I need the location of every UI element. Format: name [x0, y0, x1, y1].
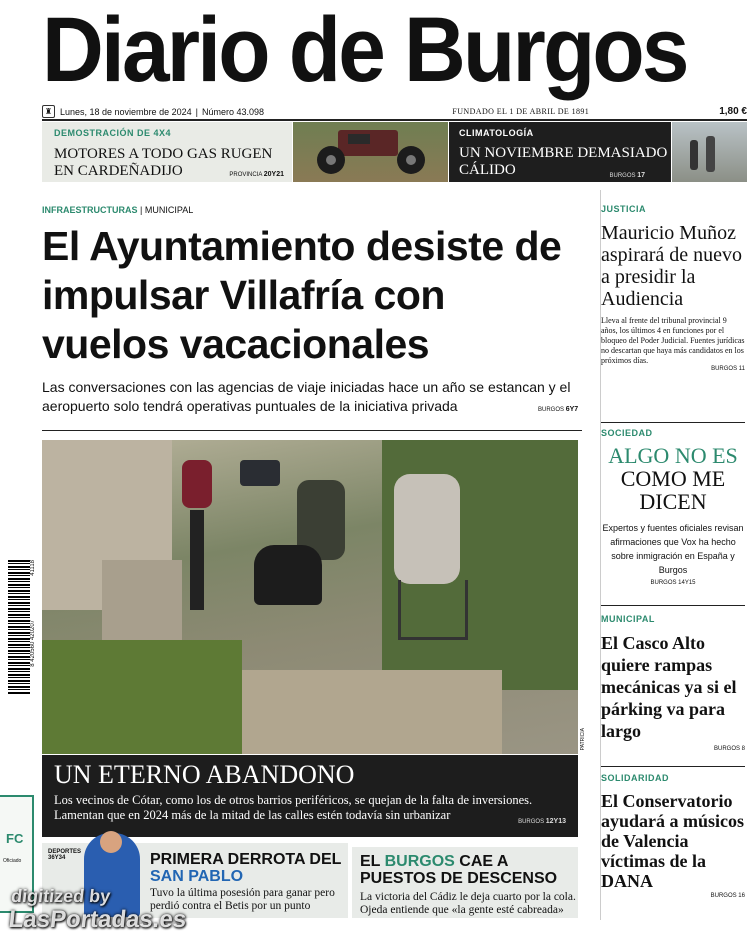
lead-section: INFRAESTRUCTURAS | MUNICIPAL	[42, 205, 194, 215]
barcode-code: 41118	[30, 560, 36, 576]
photo-story-text: Los vecinos de Cótar, como los de otros barrios periféricos, se quejan de la falta de inversiones. Lamentan que en 2024 más de la mitad de las calles estén todavía sin urbanizar	[54, 793, 533, 822]
photo-story-banner[interactable]	[42, 755, 578, 837]
photo-credit: PATRICIA	[580, 728, 586, 751]
price: 1,80 €	[719, 106, 747, 117]
lead-photo	[42, 440, 578, 754]
teaser-headline: MOTORES A TODO GAS RUGEN EN CARDEÑADIJO	[54, 146, 273, 179]
lead-deck: Las conversaciones con las agencias de viaje iniciadas hace un año se estancan y el aeropuerto solo tendrá operativas puntuales de la iniciativa privada	[42, 379, 571, 414]
teaser-weather[interactable]	[449, 122, 671, 182]
offroad-vehicle-icon	[293, 122, 448, 182]
city-crest-icon: ♜	[42, 105, 55, 118]
sidebar-municipal[interactable]: MUNICIPAL El Casco Alto quiere rampas mecánicas ya si el párking va para largo BURGOS 8	[601, 614, 745, 752]
teaser-ref: PROVINCIA 20Y21	[229, 171, 284, 178]
photo-story-ref: BURGOS 12Y13	[518, 818, 566, 825]
side-badge: FC Oficiado	[0, 795, 34, 913]
sidebar-sociedad[interactable]: SOCIEDAD ALGO NO ES COMO ME DICEN Expertos y fuentes oficiales revisan afirmaciones que Vox ha hecho sobre inmigración en España y Burgos BURGOS 14Y15	[601, 428, 744, 586]
sidebar-solidaridad[interactable]: SOLIDARIDAD El Conservatorio ayudará a músicos de Valencia víctimas de la DANA BURGOS 16	[601, 773, 745, 899]
sidebar-justicia[interactable]: JUSTICIA Mauricio Muñoz aspirará de nuevo a presidir la Audiencia Lleva al frente del tribunal provincial 9 años, los últimos 4 en funciones por el bloqueo del Poder Judicial. Fuentes jurídicas no descartan que haya más candidatos en los próximos días. BURGOS 11	[601, 204, 745, 372]
issue-number: Número 43.098	[201, 106, 264, 117]
sidebar-body: Lleva al frente del tribunal provincial 9 años, los últimos 4 en funciones por el bloqueo del Poder Judicial. Fuentes jurídicas no descartan que haya más candidatos en los próximos días.	[601, 316, 745, 365]
teaser-4x4[interactable]	[42, 122, 292, 182]
date: Lunes, 18 de noviembre de 2024	[60, 106, 192, 117]
bottom-burgos[interactable]	[352, 847, 578, 918]
bottom-text: La victoria del Cádiz le deja cuarto por la cola. Ojeda entiende que «la gente esté cabreada»	[360, 891, 576, 916]
sidebar-headline: El Casco Alto quiere rampas mecánicas ya si el párking va para largo	[601, 633, 737, 741]
teaser-weather-photo	[672, 122, 747, 182]
sidebar-body: Expertos y fuentes oficiales revisan afirmaciones que Vox ha hecho sobre inmigración en España y Burgos	[602, 523, 744, 575]
dateline: ♜ Lunes, 18 de noviembre de 2024 | Número 43.098 FUNDADO EL 1 DE ABRIL DE 1891 1,80 €	[42, 104, 747, 121]
bottom-text: Tuvo la última posesión para ganar pero perdió contra el Betis por un punto	[150, 887, 335, 912]
teaser-headline: UN NOVIEMBRE DEMASIADO CÁLIDO	[459, 145, 668, 178]
founded: FUNDADO EL 1 DE ABRIL DE 1891	[452, 107, 590, 116]
photo-story-title: UN ETERNO ABANDONO	[54, 760, 355, 789]
sidebar-headline: El Conservatorio ayudará a músicos de Valencia víctimas de la DANA	[601, 791, 745, 891]
masthead-title: Diario de Burgos	[42, 0, 687, 101]
teaser-4x4-photo	[293, 122, 448, 182]
bottom-sanpablo[interactable]: DEPORTES 36Y34 PRIMERA DERROTA DEL SAN PABLO Tuvo la última posesión para ganar pero perdió contra el Betis por un punto	[42, 843, 348, 918]
teaser-kicker: CLIMATOLOGÍA	[459, 128, 534, 138]
watermark: digitized by LasPortadas.es	[7, 886, 188, 933]
bottom-headline: EL BURGOS CAE A PUESTOS DE DESCENSO	[360, 853, 558, 887]
teaser-ref: BURGOS 17	[609, 172, 645, 179]
sidebar-headline: ALGO NO ES COMO ME DICEN	[608, 443, 738, 514]
teaser-kicker: DEMOSTRACIÓN DE 4X4	[54, 128, 172, 138]
barcode-number: 8 420560 420207	[30, 620, 36, 667]
barcode	[8, 560, 30, 695]
bottom-headline: PRIMERA DERROTA DEL SAN PABLO	[150, 851, 342, 885]
sidebar-headline: Mauricio Muñoz aspirará de nuevo a presidir la Audiencia	[601, 222, 743, 310]
lead-ref: BURGOS 6Y7	[538, 406, 579, 413]
lead-headline[interactable]: El Ayuntamiento desiste de impulsar Villafría con vuelos vacacionales	[42, 223, 562, 367]
